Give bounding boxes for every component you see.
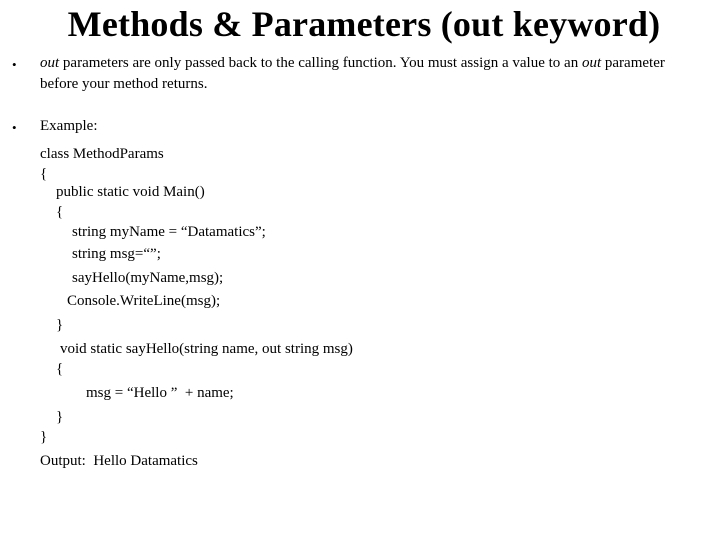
- bullet-1-line-2: before your method returns.: [40, 76, 208, 92]
- code-line: {: [56, 204, 64, 220]
- code-line: {: [40, 166, 48, 182]
- code-line: string myName = “Datamatics”;: [72, 224, 266, 240]
- bullet-marker-2: •: [12, 120, 17, 135]
- bullet-1-text-a: parameters are only passed back to the calling function. You must assign a value to an: [59, 55, 582, 71]
- code-line: sayHello(myName,msg);: [72, 270, 224, 286]
- code-line: {: [56, 361, 64, 377]
- output-line: Output: Hello Datamatics: [40, 453, 198, 469]
- bullet-marker-1: •: [12, 57, 17, 72]
- code-line: Console.WriteLine(msg);: [67, 293, 221, 309]
- code-line: class MethodParams: [40, 146, 164, 162]
- bullet-1-text-b: parameter: [601, 55, 665, 71]
- code-line: string msg=“”;: [72, 246, 161, 262]
- code-line: }: [56, 409, 64, 425]
- bullet-1-line-1: [40, 53, 724, 74]
- out-keyword: out: [581, 55, 602, 71]
- out-keyword: out: [40, 55, 60, 71]
- slide-title: Methods & Parameters (out keyword): [67, 4, 661, 44]
- code-line: }: [56, 317, 64, 333]
- code-line: msg = “Hello ” + name;: [86, 385, 234, 401]
- code-line: public static void Main(): [56, 184, 205, 200]
- code-line: }: [40, 429, 48, 445]
- example-label: Example:: [40, 118, 98, 134]
- code-line: void static sayHello(string name, out string msg): [60, 341, 353, 357]
